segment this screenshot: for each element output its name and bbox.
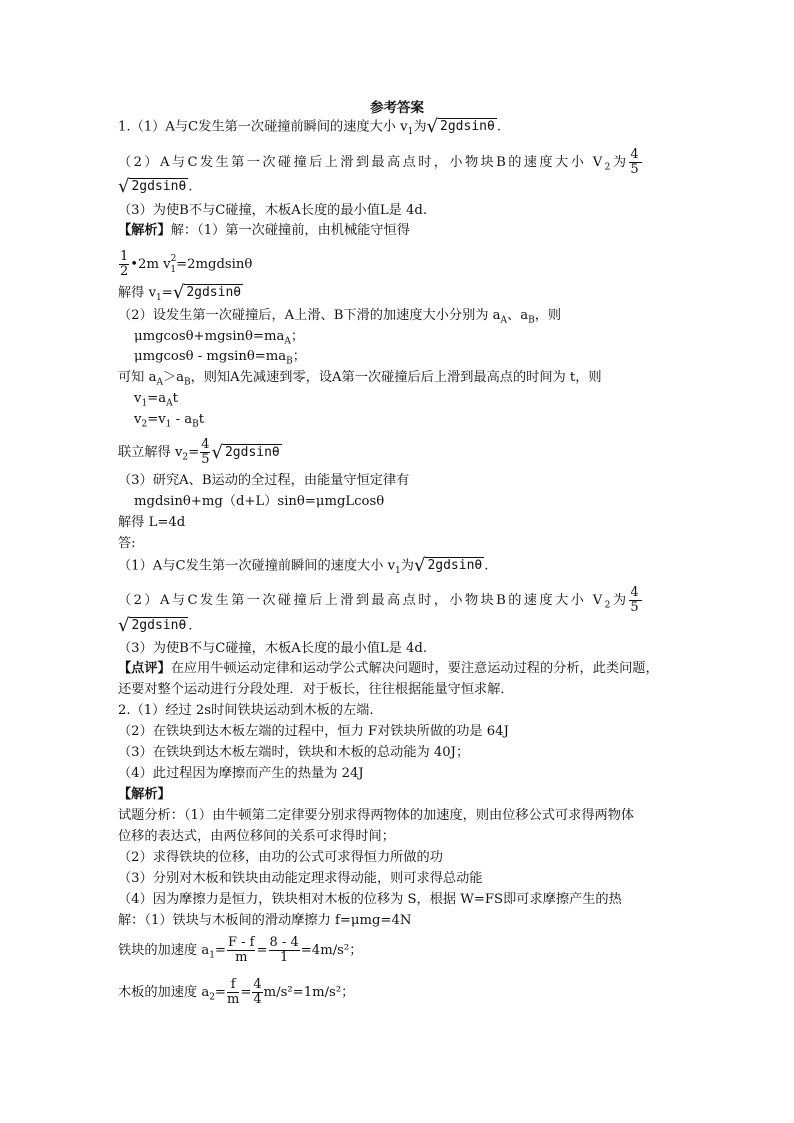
q2-board-acceleration: 木板的加速度 $a_2=$ $\frac{f}{m}$ = $\frac{4}{4}$ m/s²=1m/s²； bbox=[118, 977, 355, 1007]
fraction: $\frac{f}{m}$ bbox=[226, 977, 240, 1007]
q1-solve-v1: 解得 $v_1=√$ 2gdsinθ bbox=[118, 282, 242, 304]
q2-iron-acceleration: 铁块的加速度 $a_1=$ $\frac{F - f}{m}$ = $\frac{8 - 4}{1}$ =4m/s²； bbox=[118, 935, 363, 965]
q1-eq-aA: $\mu mgcos\theta+mgsin\theta=ma_A$； bbox=[134, 329, 305, 347]
q2-answer-2: （2）在铁块到达木板左端的过程中，恒力 F对铁块所做的功是 64J bbox=[118, 724, 509, 739]
q1-step3: （3）研究A、B运动的全过程，由能量守恒定律有 bbox=[118, 473, 410, 488]
fraction: $\frac{4}{5}$ bbox=[630, 585, 642, 615]
sqrt-expression: √ 2gdsinθ bbox=[211, 441, 280, 463]
q1-energy-equation: $\frac{1}{2}$ •2m $v^2_1=2mgdsin\theta$ bbox=[120, 249, 253, 279]
q1-eq-aB: $\mu mgcos\theta - mgsin\theta=ma_B$； bbox=[134, 349, 306, 367]
q1-summary-2: （2）A与C发生第一次碰撞后上滑到最高点时，小物块B的速度大小 $V_2$为 $\frac{4}{5}$ bbox=[118, 585, 642, 615]
q1-comment-1: 【点评】在应用牛顿运动定律和运动学公式解决问题时，要注意运动过程的分析，此类问题， bbox=[118, 661, 659, 676]
q1-compare: 可知 $a_A>a_B$，则知A先减速到零，设A第一次碰撞后后上滑到最高点的时间为 t，则 bbox=[118, 370, 602, 388]
q1-answer-3: （3）为使B不与C碰撞，木板A长度的最小值L是 4d. bbox=[118, 203, 428, 218]
sqrt-expression: √ 2gdsinθ bbox=[413, 555, 483, 576]
q1-eq-energy: mgdsinθ+mg（d+L）sinθ=μmgLcosθ bbox=[134, 494, 385, 509]
q1-summary-3: （3）为使B不与C碰撞，木板A长度的最小值L是 4d. bbox=[118, 641, 428, 656]
q1-summary-1: （1）A与C发生第一次碰撞前瞬间的速度大小 $v_1$为√ 2gdsinθ . bbox=[118, 555, 489, 577]
q1-answer-1: 1.（1）A与C发生第一次碰撞前瞬间的速度大小 $v_1$为√ 2gdsinθ . bbox=[118, 116, 502, 138]
q2-analysis-2: 位移的表达式，由两位移间的关系可求得时间； bbox=[118, 829, 395, 844]
answer-label: 答: bbox=[118, 536, 136, 551]
sqrt-expression: √ 2gdsinθ bbox=[426, 116, 495, 137]
q1-combine: 联立解得 $v_2=$ $\frac{4}{5}$ √ 2gdsinθ bbox=[118, 437, 280, 467]
q1-eq-v2: $v_2=v_1 - a_Bt$ bbox=[134, 412, 205, 430]
q1-answer-2: （2）A与C发生第一次碰撞后上滑到最高点时，小物块B的速度大小 $V_2$为 $\frac{4}{5}$ bbox=[118, 147, 642, 177]
fraction: $\frac{8 - 4}{1}$ bbox=[269, 935, 299, 965]
sqrt-expression: √ 2gdsinθ bbox=[118, 176, 187, 197]
sqrt-expression: √ 2gdsinθ bbox=[172, 282, 242, 303]
q2-analysis-4: （3）分别对木板和铁块由动能定理求得动能，则可求得总动能 bbox=[118, 871, 483, 886]
page-title: 参考答案 bbox=[370, 100, 424, 116]
q2-answer-1: 2.（1）经过 2s时间铁块运动到木板的左端. bbox=[118, 703, 374, 718]
q2-analysis-label: 【解析】 bbox=[118, 787, 171, 802]
q2-solution-1: 解：（1）铁块与木板间的滑动摩擦力 f=μmg=4N bbox=[118, 913, 412, 928]
q2-analysis-1: 试题分析：（1）由牛顿第二定律要分别求得两物体的加速度，则由位移公式可求得两物体 bbox=[118, 808, 635, 823]
q1-answer-2-cont: √ 2gdsinθ . bbox=[118, 176, 193, 197]
q1-summary-2-cont: √ 2gdsinθ . bbox=[118, 615, 193, 636]
q2-analysis-3: （2）求得铁块的位移，由功的公式可求得恒力所做的功 bbox=[118, 850, 443, 865]
q1-comment-2: 还要对整个运动进行分段处理．对于板长，往往根据能量守恒求解． bbox=[118, 682, 514, 697]
q1-step2-intro: （2）设发生第一次碰撞后，A上滑、B下滑的加速度大小分别为 $a_A$、$a_B$，则 bbox=[118, 308, 562, 326]
fraction: $\frac{1}{2}$ bbox=[120, 249, 129, 279]
fraction: $\frac{4}{5}$ bbox=[201, 437, 210, 467]
q2-answer-3: （3）在铁块到达木板左端时，铁块和木板的总动能为 40J； bbox=[118, 745, 470, 760]
sqrt-expression: √ 2gdsinθ bbox=[118, 615, 187, 636]
q2-analysis-5: （4）因为摩擦力是恒力，铁块相对木板的位移为 S，根据 W=FS即可求摩擦产生的热 bbox=[118, 892, 622, 907]
q1-analysis-intro: 【解析】解：（1）第一次碰撞前，由机械能守恒得 bbox=[118, 223, 410, 238]
fraction: $\frac{F - f}{m}$ bbox=[227, 935, 255, 965]
q1-eq-v1: $v_1=a_At$ bbox=[134, 391, 178, 409]
q2-answer-4: （4）此过程因为摩擦而产生的热量为 24J bbox=[118, 766, 364, 781]
q1-solve-L: 解得 L=4d bbox=[118, 515, 186, 530]
fraction: $\frac{4}{5}$ bbox=[630, 147, 642, 177]
fraction: $\frac{4}{4}$ bbox=[253, 977, 262, 1007]
